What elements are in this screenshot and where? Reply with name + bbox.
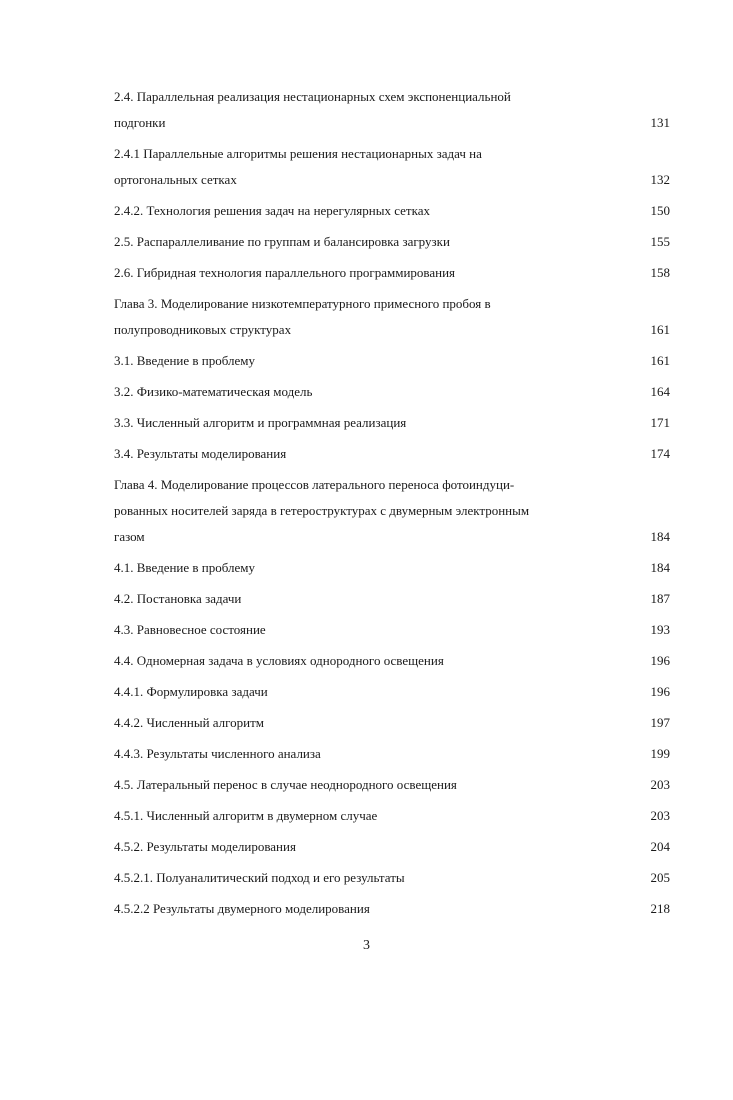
toc-entry: [114, 617, 670, 643]
toc-entry-title-line: 4.4.1. Формулировка задачи: [114, 684, 268, 699]
toc-entry-page: 204: [650, 839, 670, 854]
toc-entry-title-line: ортогональных сетках: [114, 172, 237, 187]
toc-entry-page: 218: [650, 901, 670, 916]
toc-entry-title-line: рованных носителей заряда в гетероструктурах с двумерным электронным: [114, 503, 530, 518]
toc-entry-page: 171: [650, 415, 670, 430]
toc-entry-page: 203: [650, 808, 670, 823]
toc-entry: [114, 586, 670, 612]
toc-entry-title-line: 3.2. Физико-математическая модель: [114, 384, 313, 399]
toc-entry: [114, 834, 670, 860]
toc-entry: [114, 229, 670, 255]
toc-entry-title-line: 4.4. Одномерная задача в условиях однородного освещения: [114, 653, 444, 668]
toc-entry-page: 164: [650, 384, 670, 399]
toc-entry-title-line: 4.5.2. Результаты моделирования: [114, 839, 296, 854]
toc-entry: [114, 772, 670, 798]
toc-entry: [114, 865, 670, 891]
toc-entry-title-line: 2.4.1 Параллельные алгоритмы решения нестационарных задач на: [114, 146, 482, 161]
toc-entry-title-line: 3.3. Численный алгоритм и программная реализация: [114, 415, 407, 430]
toc-entry: [114, 84, 670, 136]
toc-entry: [114, 648, 670, 674]
toc-entry-page: 161: [650, 322, 670, 337]
toc-entry-page: 155: [650, 234, 670, 249]
toc-entry-page: 158: [650, 265, 670, 280]
toc-entry: [114, 410, 670, 436]
toc-entry-title-line: 2.4.2. Технология решения задач на нерегулярных сетках: [114, 203, 430, 218]
toc-entry-page: 184: [650, 560, 670, 575]
toc-entry-page: 196: [650, 653, 670, 668]
toc-entry-title-line: 4.4.2. Численный алгоритм: [114, 715, 265, 730]
toc-entry-title-line: подгонки: [114, 115, 166, 130]
toc-entry-title-line: 4.1. Введение в проблему: [114, 560, 256, 575]
toc-entry: [114, 472, 670, 550]
toc-entry: [114, 141, 670, 193]
toc-entry: [114, 348, 670, 374]
toc-entry-title-line: 4.3. Равновесное состояние: [114, 622, 266, 637]
toc-entry-title-line: 2.5. Распараллеливание по группам и балансировка загрузки: [114, 234, 450, 249]
toc-entry-title-line: 2.6. Гибридная технология параллельного программирования: [114, 265, 456, 280]
toc-entry-title-line: Глава 3. Моделирование низкотемпературного примесного пробоя в: [114, 296, 491, 311]
toc-entry-title-line: полупроводниковых структурах: [114, 322, 292, 337]
toc-entry-page: 132: [650, 172, 670, 187]
toc-entry-title-line: 4.5.1. Численный алгоритм в двумерном случае: [114, 808, 378, 823]
toc-entry-title-line: 4.5.2.2 Результаты двумерного моделирования: [114, 901, 370, 916]
toc-entry-page: 205: [650, 870, 670, 885]
toc-entry: [114, 679, 670, 705]
table-of-contents: [114, 84, 670, 927]
toc-entry: [114, 379, 670, 405]
toc-entry-page: 197: [650, 715, 670, 730]
toc-entry-title-line: 2.4. Параллельная реализация нестационарных схем экспоненциальной: [114, 89, 511, 104]
toc-entry-title-line: 4.5. Латеральный перенос в случае неоднородного освещения: [114, 777, 457, 792]
toc-entry-page: 199: [650, 746, 670, 761]
toc-entry-page: 187: [650, 591, 670, 606]
page-number: 3: [363, 938, 370, 953]
toc-entry-page: 184: [650, 529, 670, 544]
toc-entry: [114, 741, 670, 767]
toc-entry-title-line: 3.4. Результаты моделирования: [114, 446, 287, 461]
toc-entry-title-line: 4.4.3. Результаты численного анализа: [114, 746, 321, 761]
toc-entry-page: 193: [650, 622, 670, 637]
toc-entry: [114, 710, 670, 736]
toc-entry: [114, 291, 670, 343]
toc-entry: [114, 896, 670, 922]
toc-entry-title-line: 4.5.2.1. Полуаналитический подход и его результаты: [114, 870, 405, 885]
toc-entry-title-line: 3.1. Введение в проблему: [114, 353, 256, 368]
toc-entry: [114, 260, 670, 286]
toc-entry-page: 131: [650, 115, 670, 130]
toc-entry-title-line: газом: [114, 529, 145, 544]
toc-entry-page: 161: [650, 353, 670, 368]
toc-entry-page: 150: [650, 203, 670, 218]
toc-entry: [114, 441, 670, 467]
toc-entry-page: 196: [650, 684, 670, 699]
toc-entry-title-line: Глава 4. Моделирование процессов латерального переноса фотоиндуци-: [114, 477, 515, 492]
toc-entry: [114, 198, 670, 224]
toc-entry: [114, 555, 670, 581]
toc-entry-page: 174: [650, 446, 670, 461]
toc-entry: [114, 803, 670, 829]
toc-entry-page: 203: [650, 777, 670, 792]
toc-entry-title-line: 4.2. Постановка задачи: [114, 591, 242, 606]
